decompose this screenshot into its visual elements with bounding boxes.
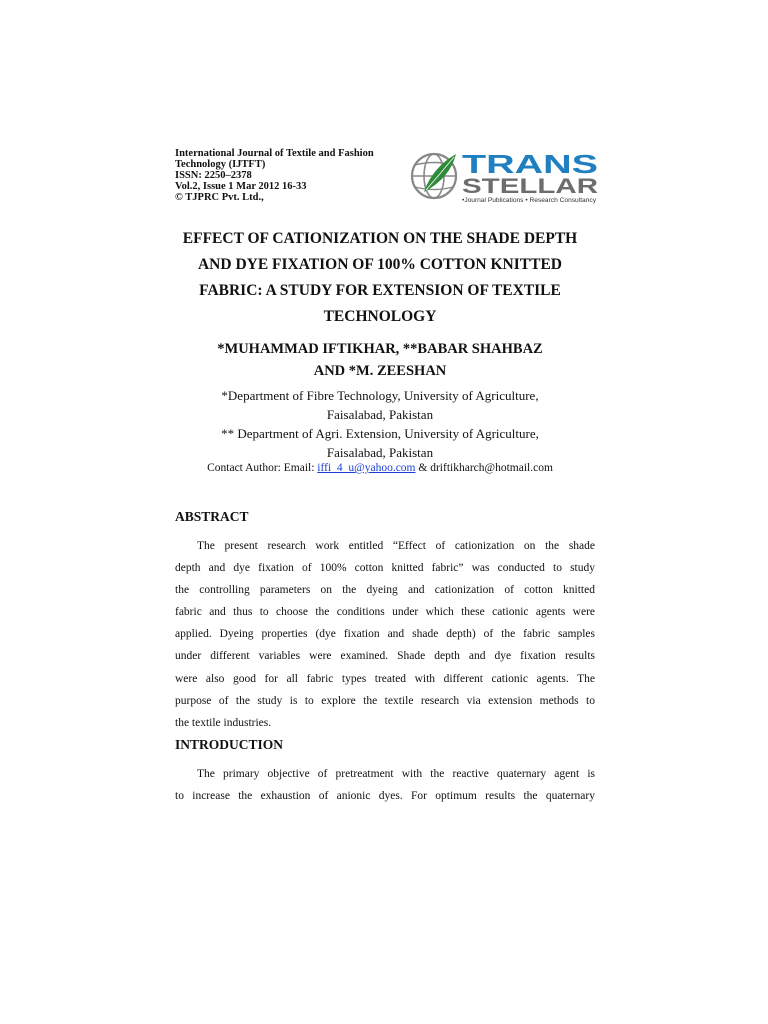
abstract-line: fabric and thus to choose the conditions under which these cationic agents were — [175, 606, 595, 619]
logo-word-stellar: STELLAR — [462, 175, 598, 198]
transstellar-logo — [410, 148, 600, 204]
email-link-primary[interactable]: iffi_4_u@yahoo.com — [317, 462, 416, 474]
email-secondary: driftikharch@hotmail.com — [430, 462, 553, 474]
abstract-body — [175, 535, 595, 734]
authors — [160, 338, 600, 382]
contact-separator: & — [415, 462, 431, 474]
title-line: AND DYE FIXATION OF 100% COTTON KNITTED — [197, 256, 562, 273]
title-line: FABRIC: A STUDY FOR EXTENSION OF TEXTILE — [199, 282, 561, 299]
abstract-line: The present research work entitled “Effect of cationization on the shade — [197, 540, 595, 552]
introduction-line: to increase the exhaustion of anionic dyes. For optimum results the quaternary — [175, 790, 595, 803]
journal-line: © TJPRC Pvt. Ltd., — [175, 192, 264, 203]
affiliation-line: *Department of Fibre Technology, University of Agriculture, — [221, 388, 539, 403]
affiliations — [160, 386, 600, 462]
journal-info — [175, 148, 405, 203]
abstract-line: were also good for all fabric types treated with different cationic agents. The — [175, 672, 595, 685]
paper-title — [160, 226, 600, 330]
journal-line: ISSN: 2250–2378 — [175, 170, 252, 181]
affiliation-line: Faisalabad, Pakistan — [326, 445, 434, 460]
abstract-line: depth and dye fixation of 100% cotton knitted fabric” was conducted to study — [175, 562, 595, 575]
affiliation-line: Faisalabad, Pakistan — [326, 407, 434, 422]
abstract-line: purpose of the study is to explore the textile research via extension methods to — [175, 694, 595, 707]
abstract-line: applied. Dyeing properties (dye fixation and shade depth) of the fabric samples — [175, 628, 595, 641]
affiliation-line: ** Department of Agri. Extension, University of Agriculture, — [221, 426, 539, 441]
abstract-line: the controlling parameters on the dyeing and cationization of cotton knitted — [175, 584, 595, 597]
logo-word-trans: TRANS — [462, 149, 598, 179]
logo-tagline: •Journal Publications • Research Consultancy — [462, 197, 597, 204]
author-line: *MUHAMMAD IFTIKHAR, **BABAR SHAHBAZ — [217, 341, 543, 357]
introduction-line: The primary objective of pretreatment with the reactive quaternary agent is — [197, 768, 595, 780]
abstract-line: under different variables were examined. Shade depth and dye fixation results — [175, 650, 595, 663]
journal-line: Vol.2, Issue 1 Mar 2012 16-33 — [175, 181, 307, 192]
abstract-heading: ABSTRACT — [175, 509, 249, 524]
abstract-line: the textile industries. — [175, 716, 272, 729]
introduction-body — [175, 763, 595, 807]
author-line: AND *M. ZEESHAN — [313, 363, 447, 379]
title-line: EFFECT OF CATIONIZATION ON THE SHADE DEPTH — [182, 230, 578, 247]
contact-prefix: Contact Author: Email: — [207, 462, 318, 474]
title-line: TECHNOLOGY — [323, 308, 437, 325]
journal-line: International Journal of Textile and Fashion — [175, 148, 374, 159]
contact-author — [160, 461, 600, 475]
journal-line: Technology (IJTFT) — [175, 159, 266, 170]
introduction-heading: INTRODUCTION — [175, 737, 284, 752]
